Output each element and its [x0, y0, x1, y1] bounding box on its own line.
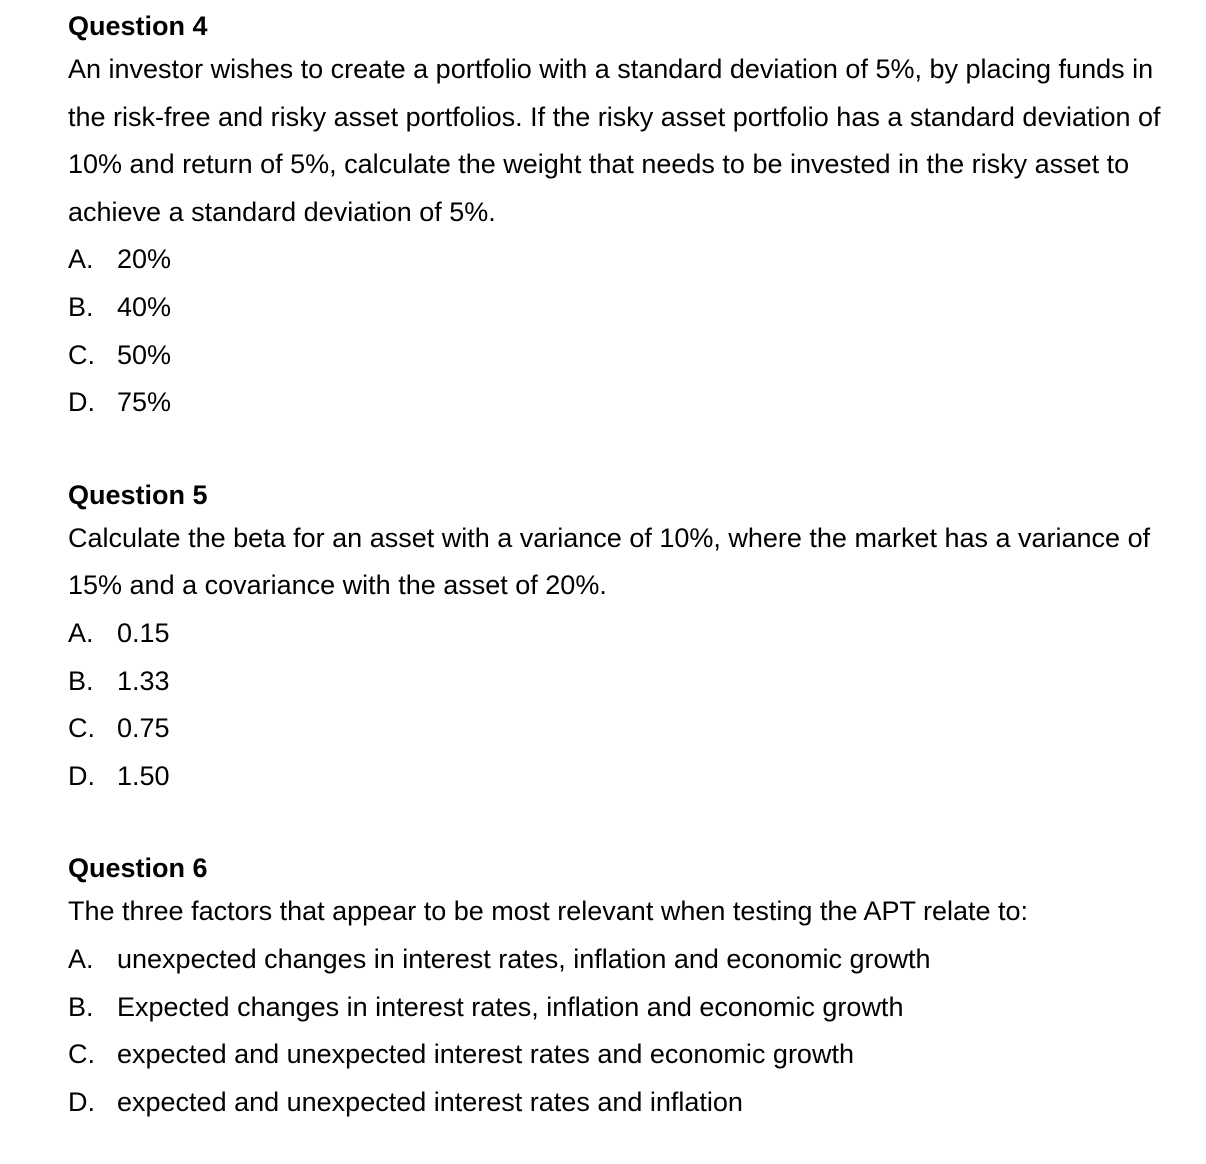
answer-option-b: [68, 658, 1168, 706]
option-letter: A.: [68, 244, 94, 275]
option-text: 1.33: [117, 665, 170, 696]
option-letter: D.: [68, 387, 95, 418]
option-letter: D.: [68, 1086, 95, 1117]
question-5: [68, 475, 1168, 801]
option-text: expected and unexpected interest rates and economic growth: [117, 1039, 854, 1070]
option-letter: B.: [68, 665, 94, 696]
option-text: 40%: [117, 291, 172, 322]
answer-option-a: [68, 236, 1168, 284]
answer-option-b: [68, 284, 1168, 332]
answer-options: [68, 936, 1168, 1126]
option-text: expected and unexpected interest rates and inflation: [117, 1086, 743, 1117]
option-text: 50%: [117, 339, 172, 370]
question-6: [68, 848, 1168, 1126]
question-4: [68, 6, 1168, 427]
option-letter: D.: [68, 760, 95, 791]
answer-options: [68, 236, 1168, 426]
question-title: Question 6: [68, 853, 208, 884]
answer-option-c: [68, 332, 1168, 380]
option-text: unexpected changes in interest rates, inflation and economic growth: [117, 943, 931, 974]
answer-option-c: [68, 1031, 1168, 1079]
answer-option-c: [68, 705, 1168, 753]
option-text: 75%: [117, 387, 172, 418]
option-letter: C.: [68, 1039, 95, 1070]
option-text: 20%: [117, 244, 172, 275]
answer-option-d: [68, 753, 1168, 801]
question-text: The three factors that appear to be most relevant when testing the APT relate to:: [68, 896, 1029, 927]
document-page: [68, 6, 1168, 1126]
answer-option-d: [68, 379, 1168, 427]
option-letter: C.: [68, 339, 95, 370]
answer-option-a: [68, 936, 1168, 984]
option-text: 0.75: [117, 713, 170, 744]
answer-option-b: [68, 984, 1168, 1032]
question-title: Question 4: [68, 11, 208, 41]
option-text: 1.50: [117, 760, 170, 791]
question-text: An investor wishes to create a portfolio with a standard deviation of 5%, by placing funds in the risk-free and risky asset portfolios. If the risky asset portfolio has a standard deviation of 10% and return of 5%, calculate the weight that needs to be invested in the risky asset to achieve a standard deviation of 5%.: [68, 54, 1161, 227]
option-letter: A.: [68, 943, 94, 974]
answer-options: [68, 610, 1168, 800]
question-title: Question 5: [68, 479, 208, 510]
option-letter: C.: [68, 713, 95, 744]
option-text: 0.15: [117, 617, 170, 648]
answer-option-d: [68, 1079, 1168, 1127]
option-letter: A.: [68, 617, 94, 648]
option-letter: B.: [68, 991, 94, 1022]
question-text: Calculate the beta for an asset with a variance of 10%, where the market has a variance of 15% and a covariance with the asset of 20%.: [68, 522, 1151, 601]
option-text: Expected changes in interest rates, inflation and economic growth: [117, 991, 904, 1022]
option-letter: B.: [68, 291, 94, 322]
answer-option-a: [68, 610, 1168, 658]
